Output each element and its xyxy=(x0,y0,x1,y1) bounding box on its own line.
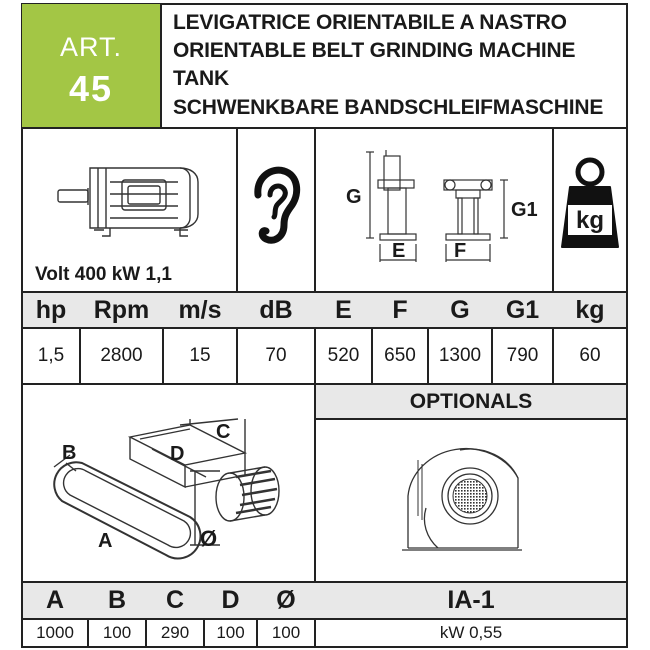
icon-divider-2 xyxy=(314,127,316,293)
spec-value-ms: 15 xyxy=(189,345,211,366)
optionals-power: kW 0,55 xyxy=(439,623,503,642)
article-number: 45 xyxy=(68,68,114,109)
belt-header-d: D xyxy=(221,586,240,614)
belt-label-diameter: Ø xyxy=(200,526,218,551)
motor-caption: Volt 400 kW 1,1 xyxy=(35,264,172,285)
belt-value-a: 1000 xyxy=(36,623,74,642)
title-english: ORIENTABLE BELT GRINDING MACHINE xyxy=(173,39,576,62)
belt-value-b: 100 xyxy=(102,623,132,642)
spec-header-rpm: Rpm xyxy=(93,295,150,324)
spec-header-g1: G1 xyxy=(505,295,540,324)
belt-label-b: B xyxy=(62,442,77,464)
spec-header-db: dB xyxy=(259,295,293,324)
belt-label-d: D xyxy=(170,443,185,465)
weight-icon-label: kg xyxy=(575,207,604,234)
belt-header-b: B xyxy=(107,586,127,614)
spec-header-kg: kg xyxy=(575,295,605,324)
spec-header-e: E xyxy=(335,295,352,324)
spec-value-rpm: 2800 xyxy=(100,345,143,366)
dimension-label-e: E xyxy=(392,240,406,262)
belt-diagram xyxy=(40,405,305,575)
spec-header-f: F xyxy=(392,295,408,324)
weight-icon xyxy=(560,155,620,255)
belt-value-d: 100 xyxy=(216,623,245,642)
title-model: TANK xyxy=(173,67,229,90)
optionals-title: OPTIONALS xyxy=(409,389,533,413)
frame-bottom xyxy=(21,646,628,648)
belt-label-c: C xyxy=(216,421,231,443)
belt-value-c: 290 xyxy=(160,623,190,642)
divider-header xyxy=(21,127,628,129)
dimension-label-g1: G1 xyxy=(511,199,538,221)
spec-value-g1: 790 xyxy=(506,345,539,366)
dimension-label-f: F xyxy=(454,240,467,262)
header-divider xyxy=(160,3,162,129)
icon-divider-1 xyxy=(236,127,238,293)
divider-optionals-title xyxy=(314,418,628,420)
spec-value-f: 650 xyxy=(384,345,416,366)
dimension-label-g: G xyxy=(346,186,362,208)
title-italian: LEVIGATRICE ORIENTABILE A NASTRO xyxy=(173,11,567,34)
icon-divider-3 xyxy=(552,127,554,293)
title-german: SCHWENKBARE BANDSCHLEIFMASCHINE xyxy=(173,96,604,119)
spec-value-hp: 1,5 xyxy=(37,345,65,366)
motor-icon xyxy=(50,150,220,245)
blower-grille xyxy=(452,478,488,514)
spec-header-g: G xyxy=(450,295,470,324)
article-badge xyxy=(22,4,160,127)
spec-value-kg: 60 xyxy=(579,345,601,366)
belt-header-diameter: Ø xyxy=(276,586,296,614)
ear-icon xyxy=(250,165,302,245)
optionals-code: IA-1 xyxy=(447,586,495,614)
belt-header-c: C xyxy=(165,586,185,614)
article-label: ART. xyxy=(59,32,123,62)
spec-header-ms: m/s xyxy=(178,295,222,324)
belt-value-diameter: 100 xyxy=(271,623,301,642)
spec-value-g: 1300 xyxy=(438,345,482,366)
belt-label-a: A xyxy=(98,530,113,552)
spec-value-db: 70 xyxy=(265,345,287,366)
spec-header-hp: hp xyxy=(35,295,67,324)
spec-value-e: 520 xyxy=(327,345,360,366)
belt-header-a: A xyxy=(45,586,65,614)
frame-right xyxy=(626,3,628,648)
